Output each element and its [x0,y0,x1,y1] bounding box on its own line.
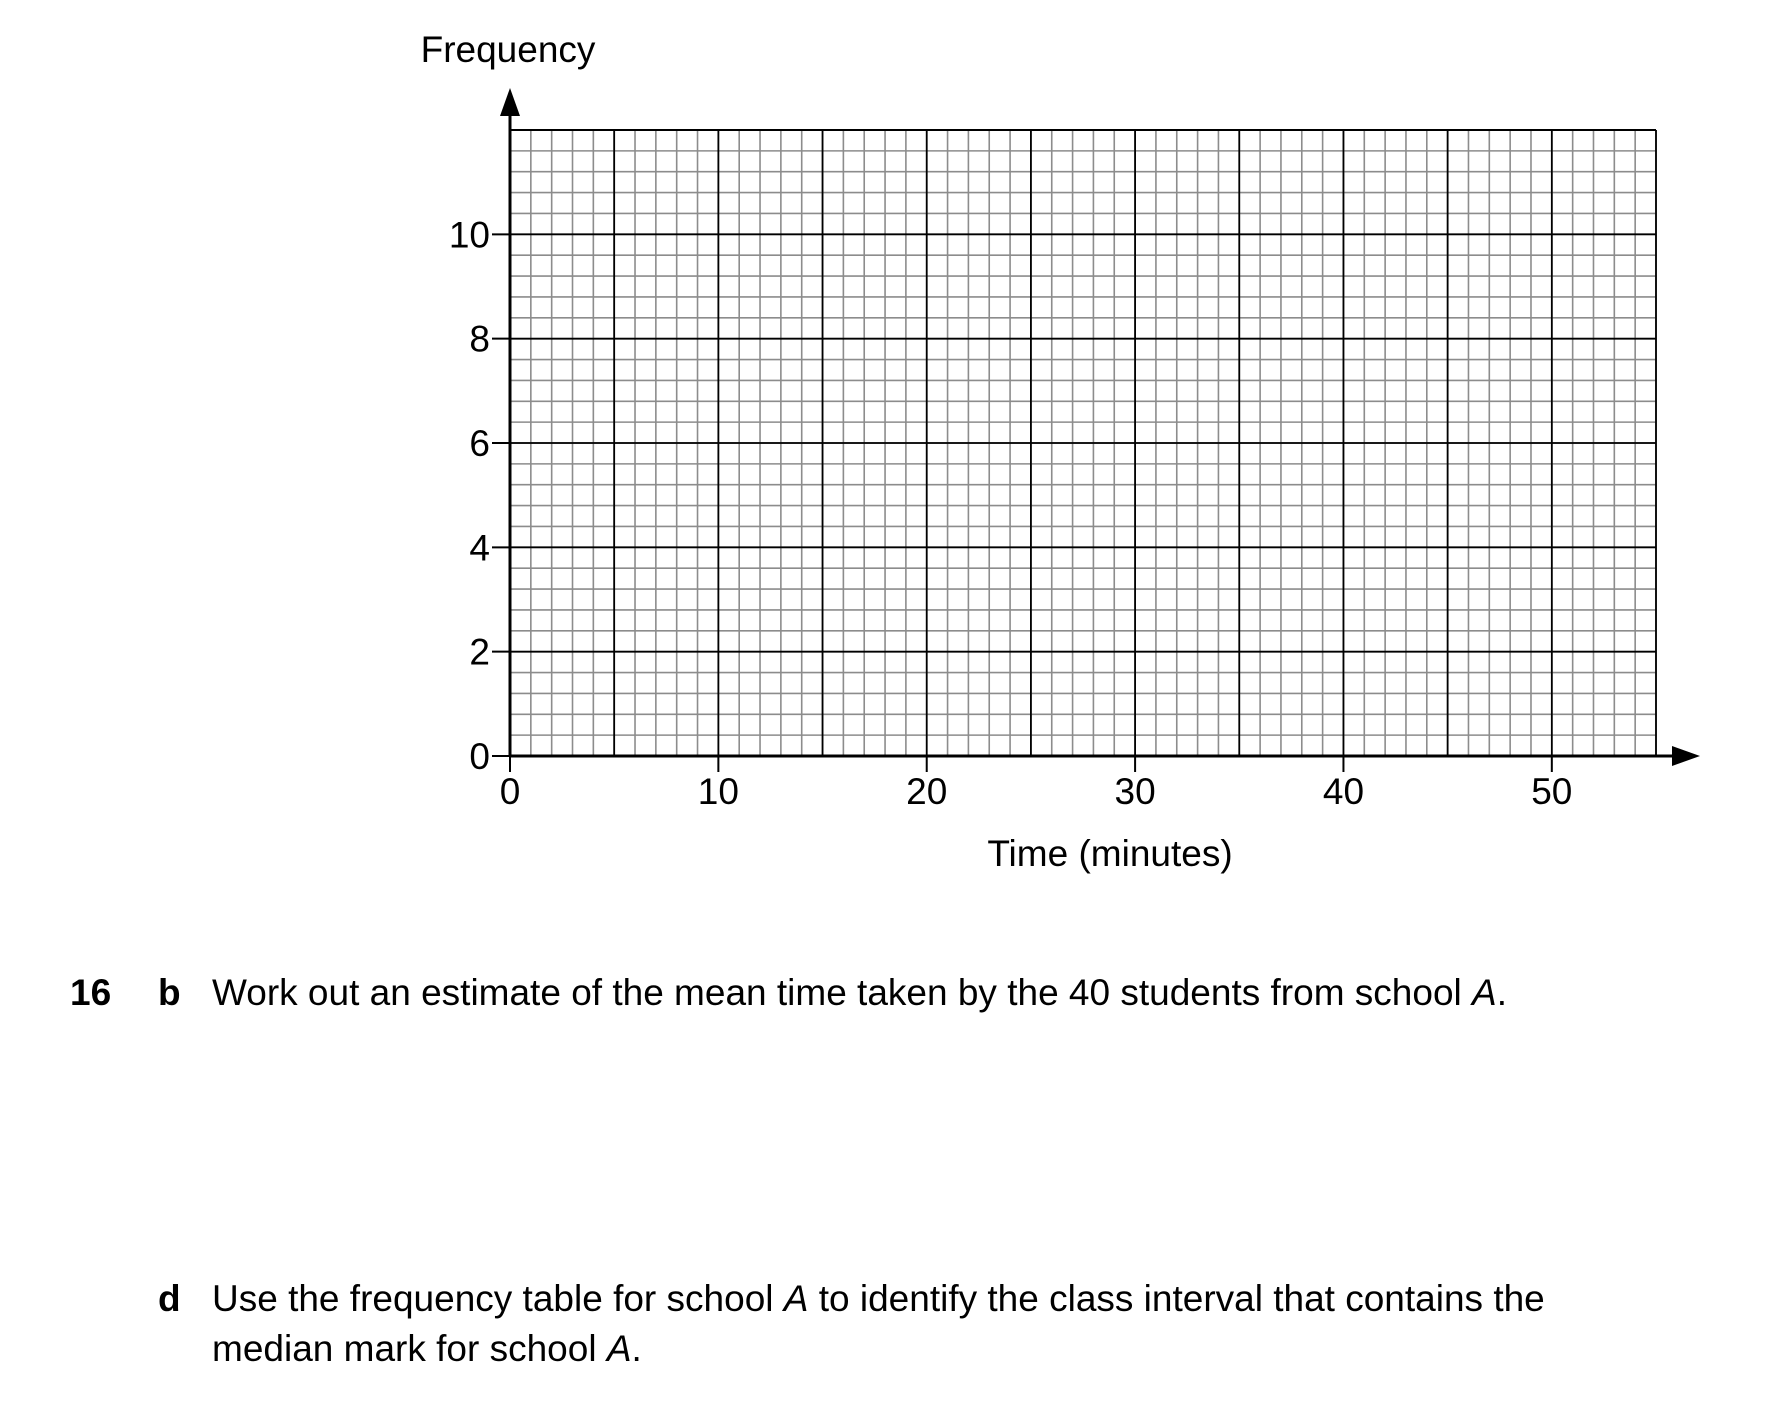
part-b-body: Work out an estimate of the mean time taken by the 40 students from school [212,972,1473,1013]
part-b-school: A [1472,972,1497,1013]
part-d-school-2: A [606,1328,632,1369]
y-tick-label: 6 [469,423,490,464]
part-d-text [212,1274,1545,1374]
part-d-line-2-body: median mark for school [212,1328,607,1369]
x-axis-label: Time (minutes) [987,833,1233,874]
y-tick-label: 0 [469,736,490,777]
part-b-text [212,968,1507,1018]
x-tick-label: 40 [1322,771,1365,812]
y-tick-label: 8 [469,318,490,360]
x-tick-label: 10 [697,771,739,812]
x-tick-label: 30 [1114,771,1156,812]
part-d-line-2 [212,1324,1545,1374]
x-axis-arrow-icon [1672,746,1700,766]
major-grid-lines [510,130,1656,756]
y-axis-arrow-icon [500,88,520,116]
part-b-letter: b [158,972,181,1013]
part-b-end: . [1496,972,1507,1013]
part-d-line-1-end: to identify the class interval that contains the [808,1278,1545,1319]
question-number: 16 [70,972,112,1013]
part-d-line-2-end: . [631,1328,642,1369]
tick-marks [492,234,1552,772]
part-d-line-1 [212,1274,1545,1324]
x-tick-label: 20 [906,771,948,812]
y-axis-label: Frequency [420,29,596,70]
y-tick-label: 2 [469,631,490,673]
axes [500,88,1700,766]
y-tick-label: 4 [469,527,490,569]
x-tick-label: 0 [499,771,521,812]
part-d-school-1: A [783,1278,809,1319]
x-tick-label: 50 [1531,771,1573,812]
part-d-letter: d [158,1278,181,1319]
part-d-line-1-body: Use the frequency table for school [212,1278,784,1319]
y-tick-label: 10 [448,214,490,256]
